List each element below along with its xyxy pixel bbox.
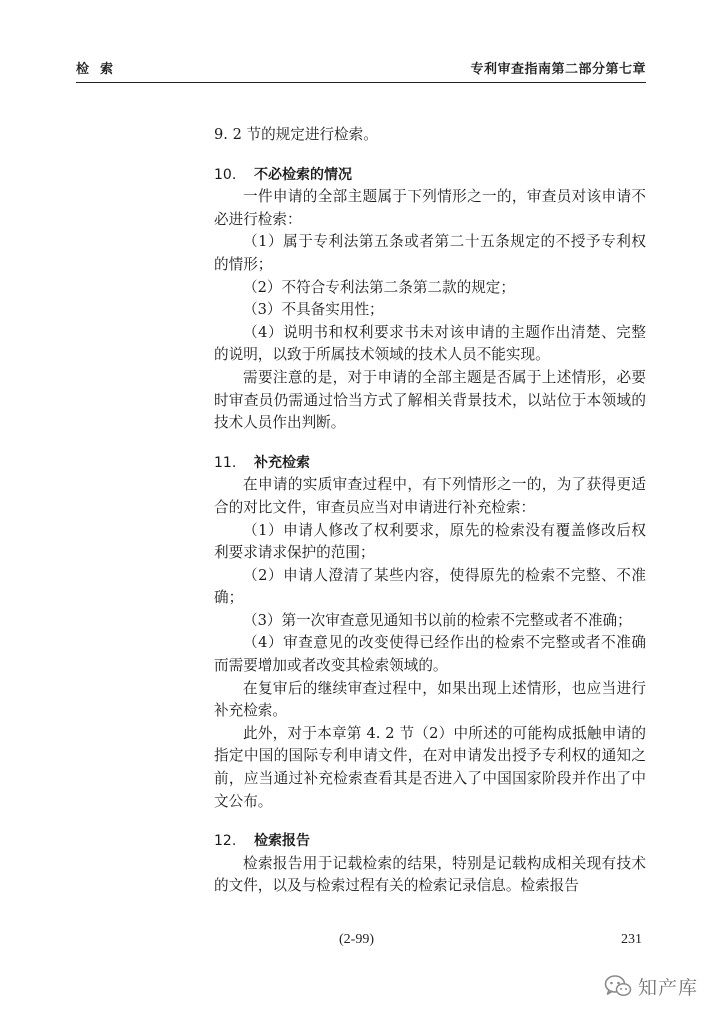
footer-page-number: 231	[621, 932, 642, 947]
footer-page-reference: (2-99)	[339, 932, 374, 947]
wechat-icon	[604, 974, 632, 998]
section-10-paragraph-1: 一件申请的全部主题属于下列情形之一的，审查员对该申请不必进行检索：	[214, 188, 646, 228]
section-10-heading	[214, 164, 646, 187]
section-11-paragraph-2: 在复审后的继续审查过程中，如果出现上述情形，也应当进行补充检索。	[214, 679, 646, 720]
section-11-heading	[214, 452, 646, 475]
section-11-item-4: （4）审查意见的改变使得已经作出的检索不完整或者不准确而需要增加或者改变其检索领域的。	[214, 634, 646, 675]
section-11-item-1: （1）申请人修改了权利要求，原先的检索没有覆盖修改后权利要求请求保护的范围；	[214, 521, 646, 562]
body-text	[214, 124, 646, 898]
section-10-item-2: （2）不符合专利法第二条第二款的规定；	[243, 278, 515, 296]
section-12-paragraph-1: 检索报告用于记载检索的结果，特别是记载构成相关现有技术的文件，以及与检索过程有关的检索记录信息。检索报告	[214, 854, 646, 895]
section-11-paragraph-3: 此外，对于本章第 4. 2 节（2）中所述的可能构成抵触申请的指定中国的国际专利申请文件，在对申请发出授予专利权的通知之前，应当通过补充检索查看其是否进入了中国国家阶段并作出了中文公布。	[214, 724, 646, 810]
section-10-item-4: （4）说明书和权利要求书未对该申请的主题作出清楚、完整的说明，以致于所属技术领域的技术人员不能实现。	[214, 323, 646, 364]
section-10-paragraph-2: 需要注意的是，对于申请的全部主题是否属于上述情形，必要时审查员仍需通过恰当方式了解相关背景技术，以站位于本领域的技术人员作出判断。	[214, 368, 646, 432]
section-11-paragraph-1: 在申请的实质审查过程中，有下列情形之一的，为了获得更适合的对比文件，审查员应当对申请进行补充检索：	[214, 476, 646, 516]
intro-paragraph: 9. 2 节的规定进行检索。	[214, 126, 378, 143]
section-10-item-1: （1）属于专利法第五条或者第二十五条规定的不授予专利权的情形；	[214, 233, 646, 273]
section-11-item-2: （2）申请人澄清了某些内容，使得原先的检索不完整、不准确；	[214, 566, 646, 607]
section-11-number: 11.	[214, 454, 237, 471]
watermark-text: 知产库	[637, 976, 698, 999]
section-12-number: 12.	[214, 833, 237, 850]
section-11-item-3: （3）第一次审查意见通知书以前的检索不完整或者不准确；	[243, 611, 632, 629]
section-10-number: 10.	[214, 166, 237, 183]
section-12-heading	[214, 830, 646, 853]
section-12-title: 检索报告	[254, 833, 310, 850]
watermark	[604, 972, 698, 1000]
section-10-item-3: （3）不具备实用性；	[243, 301, 384, 319]
header-guide-title: 专利审查指南第二部分第七章	[470, 62, 646, 77]
section-11-title: 补充检索	[254, 454, 310, 471]
header-chapter-label: 检索	[76, 62, 125, 77]
section-10-title: 不必检索的情况	[254, 166, 352, 183]
page-header	[76, 56, 646, 83]
